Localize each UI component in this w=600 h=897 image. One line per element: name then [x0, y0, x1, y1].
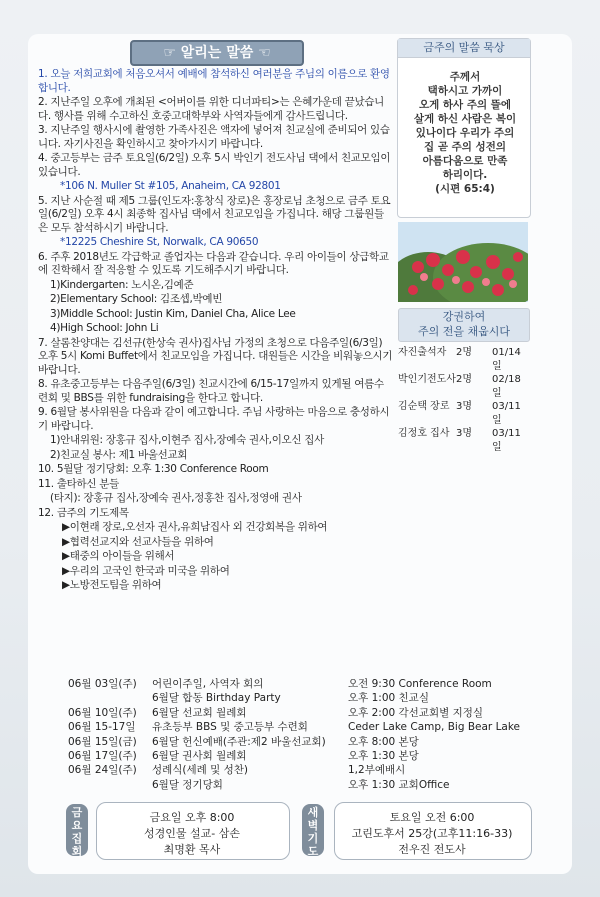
flower-photo	[398, 222, 528, 302]
schedule-time: 1,2부예배시	[348, 764, 406, 777]
notice-item: 11. 출타하신 분들	[38, 477, 119, 490]
verse-line: 있나이다 우리가 주의	[415, 127, 515, 139]
notice-item: 8. 유초중고등부는 다음주일(6/3일) 친교시간에 6/15-17일까지 있게될 여름수련회 및 BBS를 위한 fundraising을 한다고 합니다.	[38, 378, 384, 404]
notice-item: ▶태중의 아이들을 위해서	[62, 550, 175, 562]
verse-line: 살게 하신 사람은 복이	[413, 113, 517, 125]
schedule-time: 오후 1:30 교회Office	[348, 778, 450, 791]
notice-item: 7. 살롬찬양대는 김선규(한상숙 권사)집사님 가정의 초청으로 다음주일(6/3일) 오후 5시 Komi Buffet에서 친교모임을 가집니다. 대원들은 시간을 비워놓으시기 바랍니다.	[38, 336, 393, 376]
dawn-label-text: 새 벽 기 도	[307, 806, 319, 858]
schedule-time: 오전 9:30 Conference Room	[348, 678, 492, 690]
schedule-row	[68, 763, 538, 777]
friday-time: 금요일 오후 8:00	[149, 811, 235, 824]
dawn-time: 토요일 오전 6:00	[389, 811, 475, 824]
offering-cell: 자진출석자	[398, 347, 447, 358]
offering-cell: 김정호 집사	[398, 428, 450, 439]
schedule-event: 6월달 권사회 월례회	[152, 749, 247, 762]
offering-row	[398, 400, 530, 427]
schedule-event: 유초등부 BBS 및 중고등부 수련회	[152, 721, 308, 734]
schedule-row	[68, 691, 538, 705]
notice-item: *106 N. Muller St #105, Anaheim, CA 92801	[60, 180, 281, 192]
friday-sermon: 성경인물 설교- 삼손	[144, 827, 240, 840]
hand-icon-right: ☜	[258, 45, 271, 61]
friday-speaker: 최명환 목사	[163, 843, 221, 856]
schedule-event: 성례식(세례 및 성찬)	[152, 764, 249, 777]
schedule-date: 06월 03일(주)	[68, 678, 137, 690]
offering-header	[398, 308, 530, 342]
notice-item: 5. 지난 사순절 때 제5 그룹(인도자:홍창식 장로)은 홍장로님 초청으로 금주 토요일(6/2일) 오후 4시 최종학 집사님 댁에서 친교모임을 가집니다. 해당 그룹원들은 모두 참석하시기 바랍니다.	[38, 194, 391, 234]
offering-cell: 02/18일	[492, 374, 521, 399]
schedule-table	[68, 677, 538, 792]
notice-item: 3)Middle School: Justin Kim, Daniel Cha, Alice Lee	[50, 307, 296, 320]
dawn-label	[302, 804, 324, 856]
notice-item: 1. 오늘 저희교회에 처음오셔서 예배에 참석하신 여러분을 주님의 이름으로 환영합니다.	[38, 68, 390, 94]
offering-cell: 3명	[456, 401, 473, 412]
notice-item: 9. 6월달 봉사위원을 다음과 같이 예고합니다. 주님 사랑하는 마음으로 충성하시기 바랍니다.	[38, 406, 390, 432]
hand-icon-left: ☞	[163, 45, 176, 61]
verse-line: 아름다움으로 만족	[422, 155, 508, 167]
offering-row	[398, 373, 530, 400]
schedule-row	[68, 749, 538, 763]
weekly-verse-header: 금주의 말씀 묵상	[398, 39, 530, 58]
notice-item: 2. 지난주일 오후에 개최된 <어버이를 위한 디너파티>는 은혜가운데 끝났습니다. 행사를 위해 수고하신 호중고대학부와 사역자들에게 감사드립니다.	[38, 96, 385, 122]
offering-cell: 03/11일	[492, 428, 521, 453]
section-title-text: 알리는 말씀	[180, 45, 254, 61]
schedule-event: 6월달 합동 Birthday Party	[152, 692, 281, 705]
notice-item: ▶우리의 고국인 한국과 미국을 위하여	[62, 564, 230, 577]
dawn-speaker: 전우진 전도사	[398, 843, 466, 856]
notice-item: (타지): 장홍규 집사,장예숙 권사,정홍찬 집사,정영애 권사	[50, 492, 302, 504]
notice-list	[38, 68, 393, 594]
schedule-row	[68, 677, 538, 691]
verse-line: (시편 65:4)	[435, 183, 495, 195]
offering-header-line2: 주의 전을 채웁시다	[417, 325, 510, 338]
schedule-time: Ceder Lake Camp, Big Bear Lake	[348, 721, 521, 734]
offering-row	[398, 346, 530, 373]
schedule-date	[68, 778, 152, 792]
verse-line: 하리이다.	[442, 169, 488, 181]
schedule-row	[68, 720, 538, 734]
verse-line: 집 곧 주의 성전의	[424, 141, 506, 153]
offering-cell: 김순택 장로	[398, 401, 450, 412]
offering-header-line1: 강권하여	[442, 310, 486, 323]
verse-line: 주께서	[449, 71, 481, 83]
schedule-event: 6월달 선교회 월례회	[152, 706, 247, 719]
schedule-time: 오후 2:00 각선교회별 지정실	[348, 706, 484, 719]
offering-cell: 01/14일	[492, 347, 521, 372]
notice-item: *12225 Cheshire St, Norwalk, CA 90650	[60, 236, 259, 248]
notice-item: ▶노방전도팀을 위하여	[62, 579, 162, 591]
weekly-verse-text	[407, 70, 523, 196]
schedule-row	[68, 706, 538, 720]
schedule-date: 06월 17일(주)	[68, 749, 137, 762]
schedule-date: 06월 15일(금)	[68, 735, 137, 748]
offering-row	[398, 427, 530, 454]
notice-item: 2)친교실 봉사: 제1 바울선교회	[50, 448, 188, 461]
notice-item: 3. 지난주일 행사시에 촬영한 가족사진은 액자에 넣어져 친교실에 준비되어 있습니다. 자기사진을 확인하시고 찾아가시기 바랍니다.	[38, 124, 390, 150]
schedule-time: 오후 8:00 본당	[348, 735, 419, 748]
schedule-row	[68, 735, 538, 749]
offering-cell: 3명	[456, 428, 473, 439]
notice-item: 4)High School: John Li	[50, 322, 159, 334]
offering-cell: 2명	[456, 374, 473, 385]
schedule-event: 어린이주일, 사역자 회의	[152, 678, 264, 690]
notice-item: 1)Kindergarten: 노시온,김예준	[50, 278, 194, 291]
notice-item: ▶협력선교지와 선교사들을 위하여	[62, 535, 214, 548]
schedule-date	[68, 691, 152, 705]
offering-table	[398, 346, 530, 454]
notice-item: 10. 5월달 정기당회: 오후 1:30 Conference Room	[38, 463, 269, 475]
notice-item: 6. 주후 2018년도 각급학교 졸업자는 다음과 같습니다. 우리 아이들이 상급학교에 진학해서 잘 적응할 수 있도록 기도해주시기 바랍니다.	[38, 250, 389, 276]
notice-item: 4. 중고등부는 금주 토요일(6/2일) 오후 5시 박인기 전도사님 댁에서 친교모임이 있습니다.	[38, 152, 391, 178]
schedule-event: 6월달 헌신예배(주관:제2 바울선교회)	[152, 735, 326, 748]
section-title	[130, 40, 304, 66]
schedule-date: 06월 10일(주)	[68, 706, 137, 719]
friday-label	[66, 804, 88, 856]
notice-item: ▶이현래 장로,오선자 권사,유희남집사 외 건강회복을 위하여	[62, 521, 328, 533]
offering-cell: 2명	[456, 347, 473, 358]
schedule-date: 06월 24일(주)	[68, 764, 137, 777]
notice-item: 1)안내위원: 장홍규 집사,이현주 집사,장예숙 권사,이오신 집사	[50, 434, 324, 446]
schedule-date: 06월 15-17일	[68, 721, 136, 734]
schedule-time: 오후 1:30 본당	[348, 749, 419, 762]
dawn-sermon: 고린도후서 25강(고후11:16-33)	[351, 827, 513, 840]
notice-item: 2)Elementary School: 김조셉,박예빈	[50, 293, 223, 305]
offering-cell: 03/11일	[492, 401, 521, 426]
schedule-row	[68, 778, 538, 792]
verse-line: 오게 하사 주의 뜰에	[418, 99, 512, 111]
schedule-event: 6월달 정기당회	[152, 778, 223, 791]
notice-item: 12. 금주의 기도제목	[38, 506, 129, 519]
schedule-time: 오후 1:00 친교실	[348, 692, 429, 705]
verse-line: 택하시고 가까이	[427, 85, 503, 97]
offering-cell: 박인기전도사	[398, 374, 456, 385]
friday-label-text: 금 요 집 회	[71, 806, 83, 858]
